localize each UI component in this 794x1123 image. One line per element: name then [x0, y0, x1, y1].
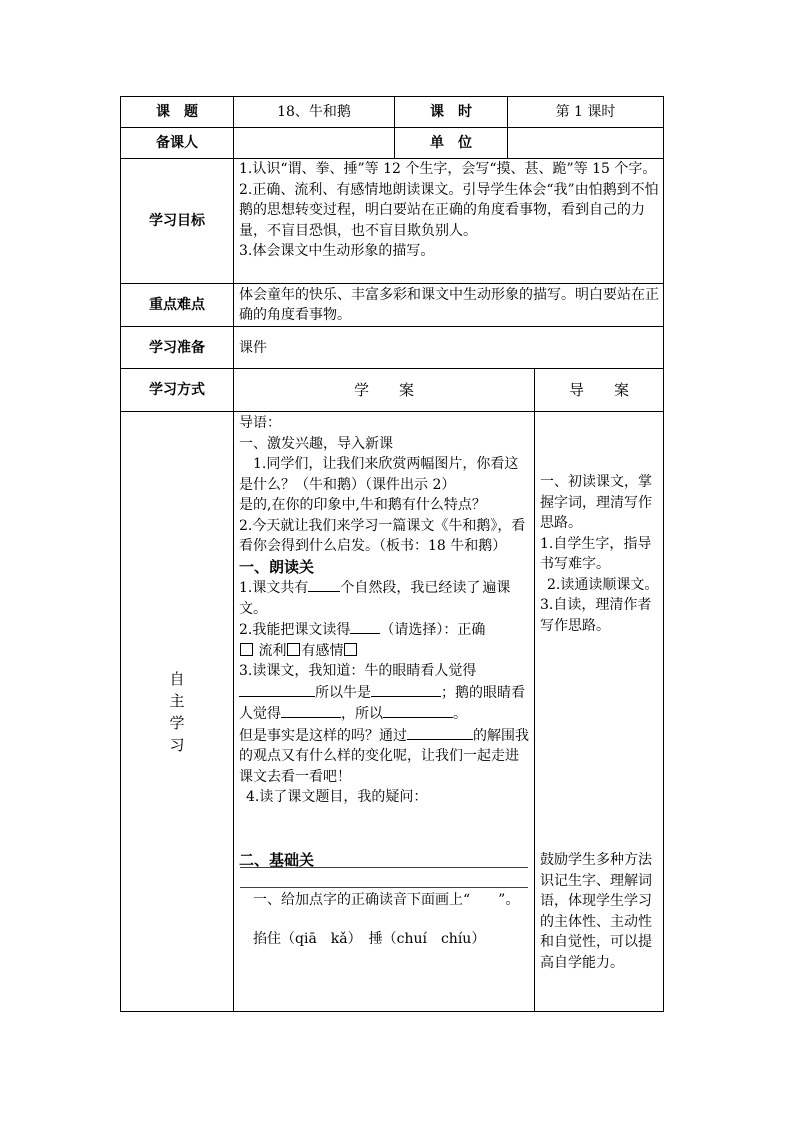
study-column-header: 学 案	[353, 381, 414, 399]
preparation-text: 课件	[239, 339, 267, 356]
goals-label: 学习目标	[149, 213, 205, 229]
key-points-label: 重点难点	[149, 297, 205, 313]
option-emotion: 有感情	[301, 642, 344, 659]
blank-paragraph-count[interactable]	[308, 577, 340, 592]
checkbox-fluent[interactable]	[287, 643, 300, 656]
answer-lines-space[interactable]	[239, 808, 529, 850]
reading-q3-part: 但是事实是这样的吗？通过	[239, 727, 407, 744]
reading-q1-part: 遍课文。	[239, 580, 511, 617]
lesson-title: 18、牛和鹅	[277, 104, 351, 120]
step1-question-1: 1.同学们，让我们来欣赏两幅图片，你看这是什么？（牛和鹅）（课件出示 2）	[239, 456, 519, 493]
reading-q3-part: 的解围我的观点又有什么样的变化呢，让我们一起走进课文去看一看吧！	[239, 727, 529, 785]
reading-q2	[239, 619, 529, 661]
self-study-char: 自	[169, 669, 185, 688]
reading-q3-part: ；鹅的眼睛看人觉得	[239, 684, 525, 722]
period-value: 第 1 课时	[555, 104, 616, 120]
unit-value	[508, 128, 663, 158]
reading-q3-part: ，所以	[341, 706, 383, 722]
reading-q2-part: 2.我能把课文读得	[239, 622, 351, 638]
step1-question-1b: 是的,在你的印象中,牛和鹅有什么特点？	[239, 497, 486, 513]
method-label: 学习方式	[149, 382, 205, 398]
guide-step-4: 3.自读，理清作者写作思路。	[540, 597, 652, 634]
teacher-value	[234, 128, 394, 158]
step1-title: 一、激发兴趣，导入新课	[239, 435, 393, 452]
self-study-char: 学	[169, 713, 185, 732]
reading-q3-part: 3.读课文，我知道：牛的眼睛看人觉得	[239, 663, 477, 679]
reading-q1-part: 1.课文共有	[239, 580, 309, 596]
reading-q1	[239, 577, 529, 619]
period-label: 课 时	[430, 104, 472, 120]
blank-cow-view[interactable]	[239, 682, 315, 697]
blank-through[interactable]	[407, 725, 473, 740]
guide-content-top	[540, 472, 662, 892]
section-basics-title: 二、基础关	[239, 850, 315, 869]
reading-q1-part: 个自然段，我已经读了	[340, 580, 481, 596]
key-points-text: 体会童年的快乐、丰富多彩和课文中生动形象的描写。明白要站在正确的角度看事物。	[239, 287, 659, 323]
basics-q1: 一、给加点字的正确读音下面画上“ ”。	[253, 892, 520, 908]
preparation-label: 学习准备	[149, 339, 205, 356]
lesson-label: 课 题	[156, 104, 198, 120]
guide-column-header: 导 案	[568, 381, 629, 399]
reading-q4: 4.读了课文题目，我的疑问：	[246, 789, 428, 805]
unit-label: 单 位	[430, 135, 472, 151]
option-fluent: 流利	[258, 642, 287, 659]
intro-text: 导语：	[239, 415, 281, 431]
checkbox-emotion[interactable]	[344, 643, 357, 656]
reading-q3-part: 所以牛是	[315, 684, 371, 701]
checkbox-correct[interactable]	[240, 643, 253, 656]
self-study-char: 主	[169, 691, 185, 710]
goal-3: 3.体会课文中生动形象的描写。	[239, 243, 435, 259]
blank-reading-choice[interactable]	[350, 619, 380, 634]
blank-goose-view[interactable]	[281, 703, 341, 718]
reading-q2-part: （请选择）：正确	[380, 622, 486, 638]
self-study-char: 习	[169, 735, 185, 754]
reading-q3-part: 。	[453, 706, 467, 722]
guide-step-1: 一、初读课文，掌握字词，理清写作思路。	[540, 474, 652, 531]
teacher-label: 备课人	[156, 135, 198, 151]
section-reading-title: 一、朗读关	[239, 557, 315, 576]
goals-content	[239, 159, 661, 283]
study-content	[239, 413, 529, 1010]
goal-1: 1.认识“谓、拳、捶”等 12 个生字，会写“摸、甚、跪”等 15 个字。	[239, 161, 657, 177]
blank-goose-so[interactable]	[383, 703, 453, 718]
basics-q1-items: 掐住（qiā kǎ） 捶（chuí chíu）	[253, 930, 486, 947]
guide-step-2: 1.自学生字，指导书写难字。	[540, 535, 652, 572]
self-study-label	[121, 412, 233, 1011]
guide-encourage: 鼓励学生多种方法识记生字、理解词语，体现学生学习的主体性、主动性和自觉性，可以提高自学能力。	[540, 852, 652, 971]
step1-question-2: 2.今天就让我们来学习一篇课文《牛和鹅》，看看你会得到什么启发。（板书：18 牛和鹅）	[239, 517, 526, 554]
reading-q3	[239, 661, 529, 787]
guide-step-3: 2.读通读顺课文。	[547, 576, 659, 593]
goal-2: 2.正确、流利、有感情地朗读课文。引导学生体会“我”由怕鹅到不怕鹅的思想转变过程，明白要站在正确的角度看事物，看到自己的力量，不盲目恐惧，也不盲目欺负别人。	[239, 181, 659, 239]
blank-cow-is[interactable]	[371, 682, 441, 697]
